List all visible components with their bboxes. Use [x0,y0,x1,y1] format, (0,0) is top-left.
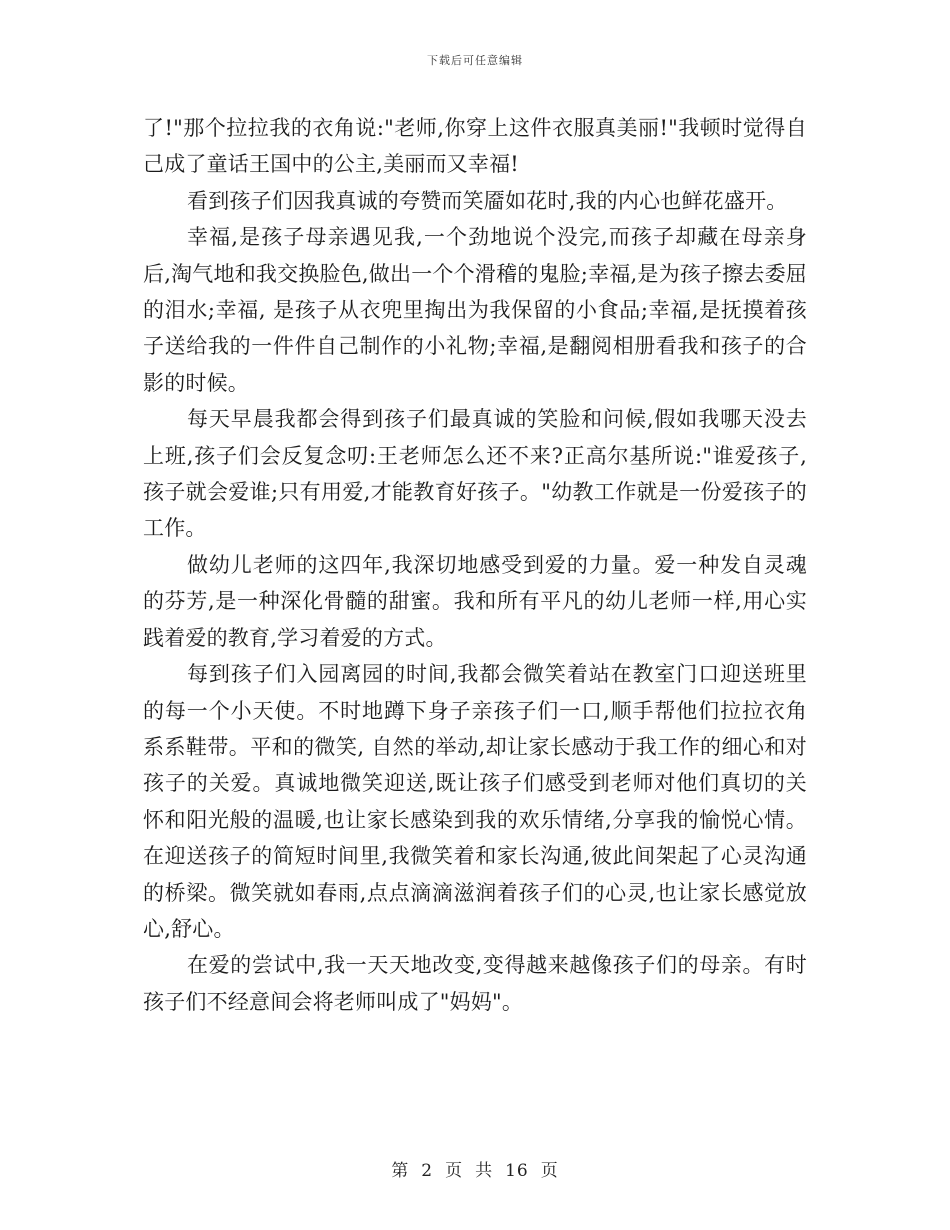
paragraph: 幸福,是孩子母亲遇见我,一个劲地说个没完,而孩子却藏在母亲身后,淘气地和我交换脸色,做出一个个滑稽的鬼脸;幸福,是为孩子擦去委屈的泪水;幸福, 是孩子从衣兜里掏出为我保留的小食品;幸福,是抚摸着孩子送给我的一件件自己制作的小礼物;幸福,是翻阅相册看我和孩子的合影的时候。 [143,225,807,395]
footer-prefix: 第 [391,1161,410,1181]
paragraph: 每天早晨我都会得到孩子们最真诚的笑脸和问候,假如我哪天没去上班,孩子们会反复念叨:王老师怎么还不来?正高尔基所说:"谁爱孩子,孩子就会爱谁;只有用爱,才能教育好孩子。"幼教工作就是一份爱孩子的工作。 [143,407,807,541]
paragraph: 每到孩子们入园离园的时间,我都会微笑着站在教室门口迎送班里的每一个小天使。不时地蹲下身子亲孩子们一口,顺手帮他们拉拉衣角系系鞋带。平和的微笑, 自然的举动,却让家长感动于我工作的细心和对孩子的关爱。真诚地微笑迎送,既让孩子们感受到老师对他们真切的关怀和阳光般的温暖,也让家长感染到我的欢乐情绪,分享我的愉悦心情。在迎送孩子的简短时间里,我微笑着和家长沟通,彼此间架起了心灵沟通的桥梁。微笑就如春雨,点点滴滴滋润着孩子们的心灵,也让家长感觉放心,舒心。 [143,662,807,941]
footer-page-word: 页 [445,1161,464,1181]
paragraph: 看到孩子们因我真诚的夸赞而笑靥如花时,我的内心也鲜花盛开。 [187,188,788,213]
page-footer [0,1156,950,1181]
document-body [143,110,807,1020]
footer-current-page: 2 [421,1161,434,1181]
footer-suffix: 页 [540,1161,559,1181]
paragraph: 在爱的尝试中,我一天天地改变,变得越来越像孩子们的母亲。有时孩子们不经意间会将老师叫成了"妈妈"。 [143,953,807,1014]
header-note: 下载后可任意编辑 [427,54,523,67]
paragraph: 做幼儿老师的这四年,我深切地感受到爱的力量。爱一种发自灵魂的芬芳,是一种深化骨髓的甜蜜。我和所有平凡的幼儿老师一样,用心实践着爱的教育,学习着爱的方式。 [143,552,807,650]
footer-total-pages: 16 [505,1161,529,1181]
footer-total-word: 共 [475,1161,494,1181]
paragraph: 了!"那个拉拉我的衣角说:"老师,你穿上这件衣服真美丽!"我顿时觉得自己成了童话王国中的公主,美丽而又幸福! [143,116,807,177]
